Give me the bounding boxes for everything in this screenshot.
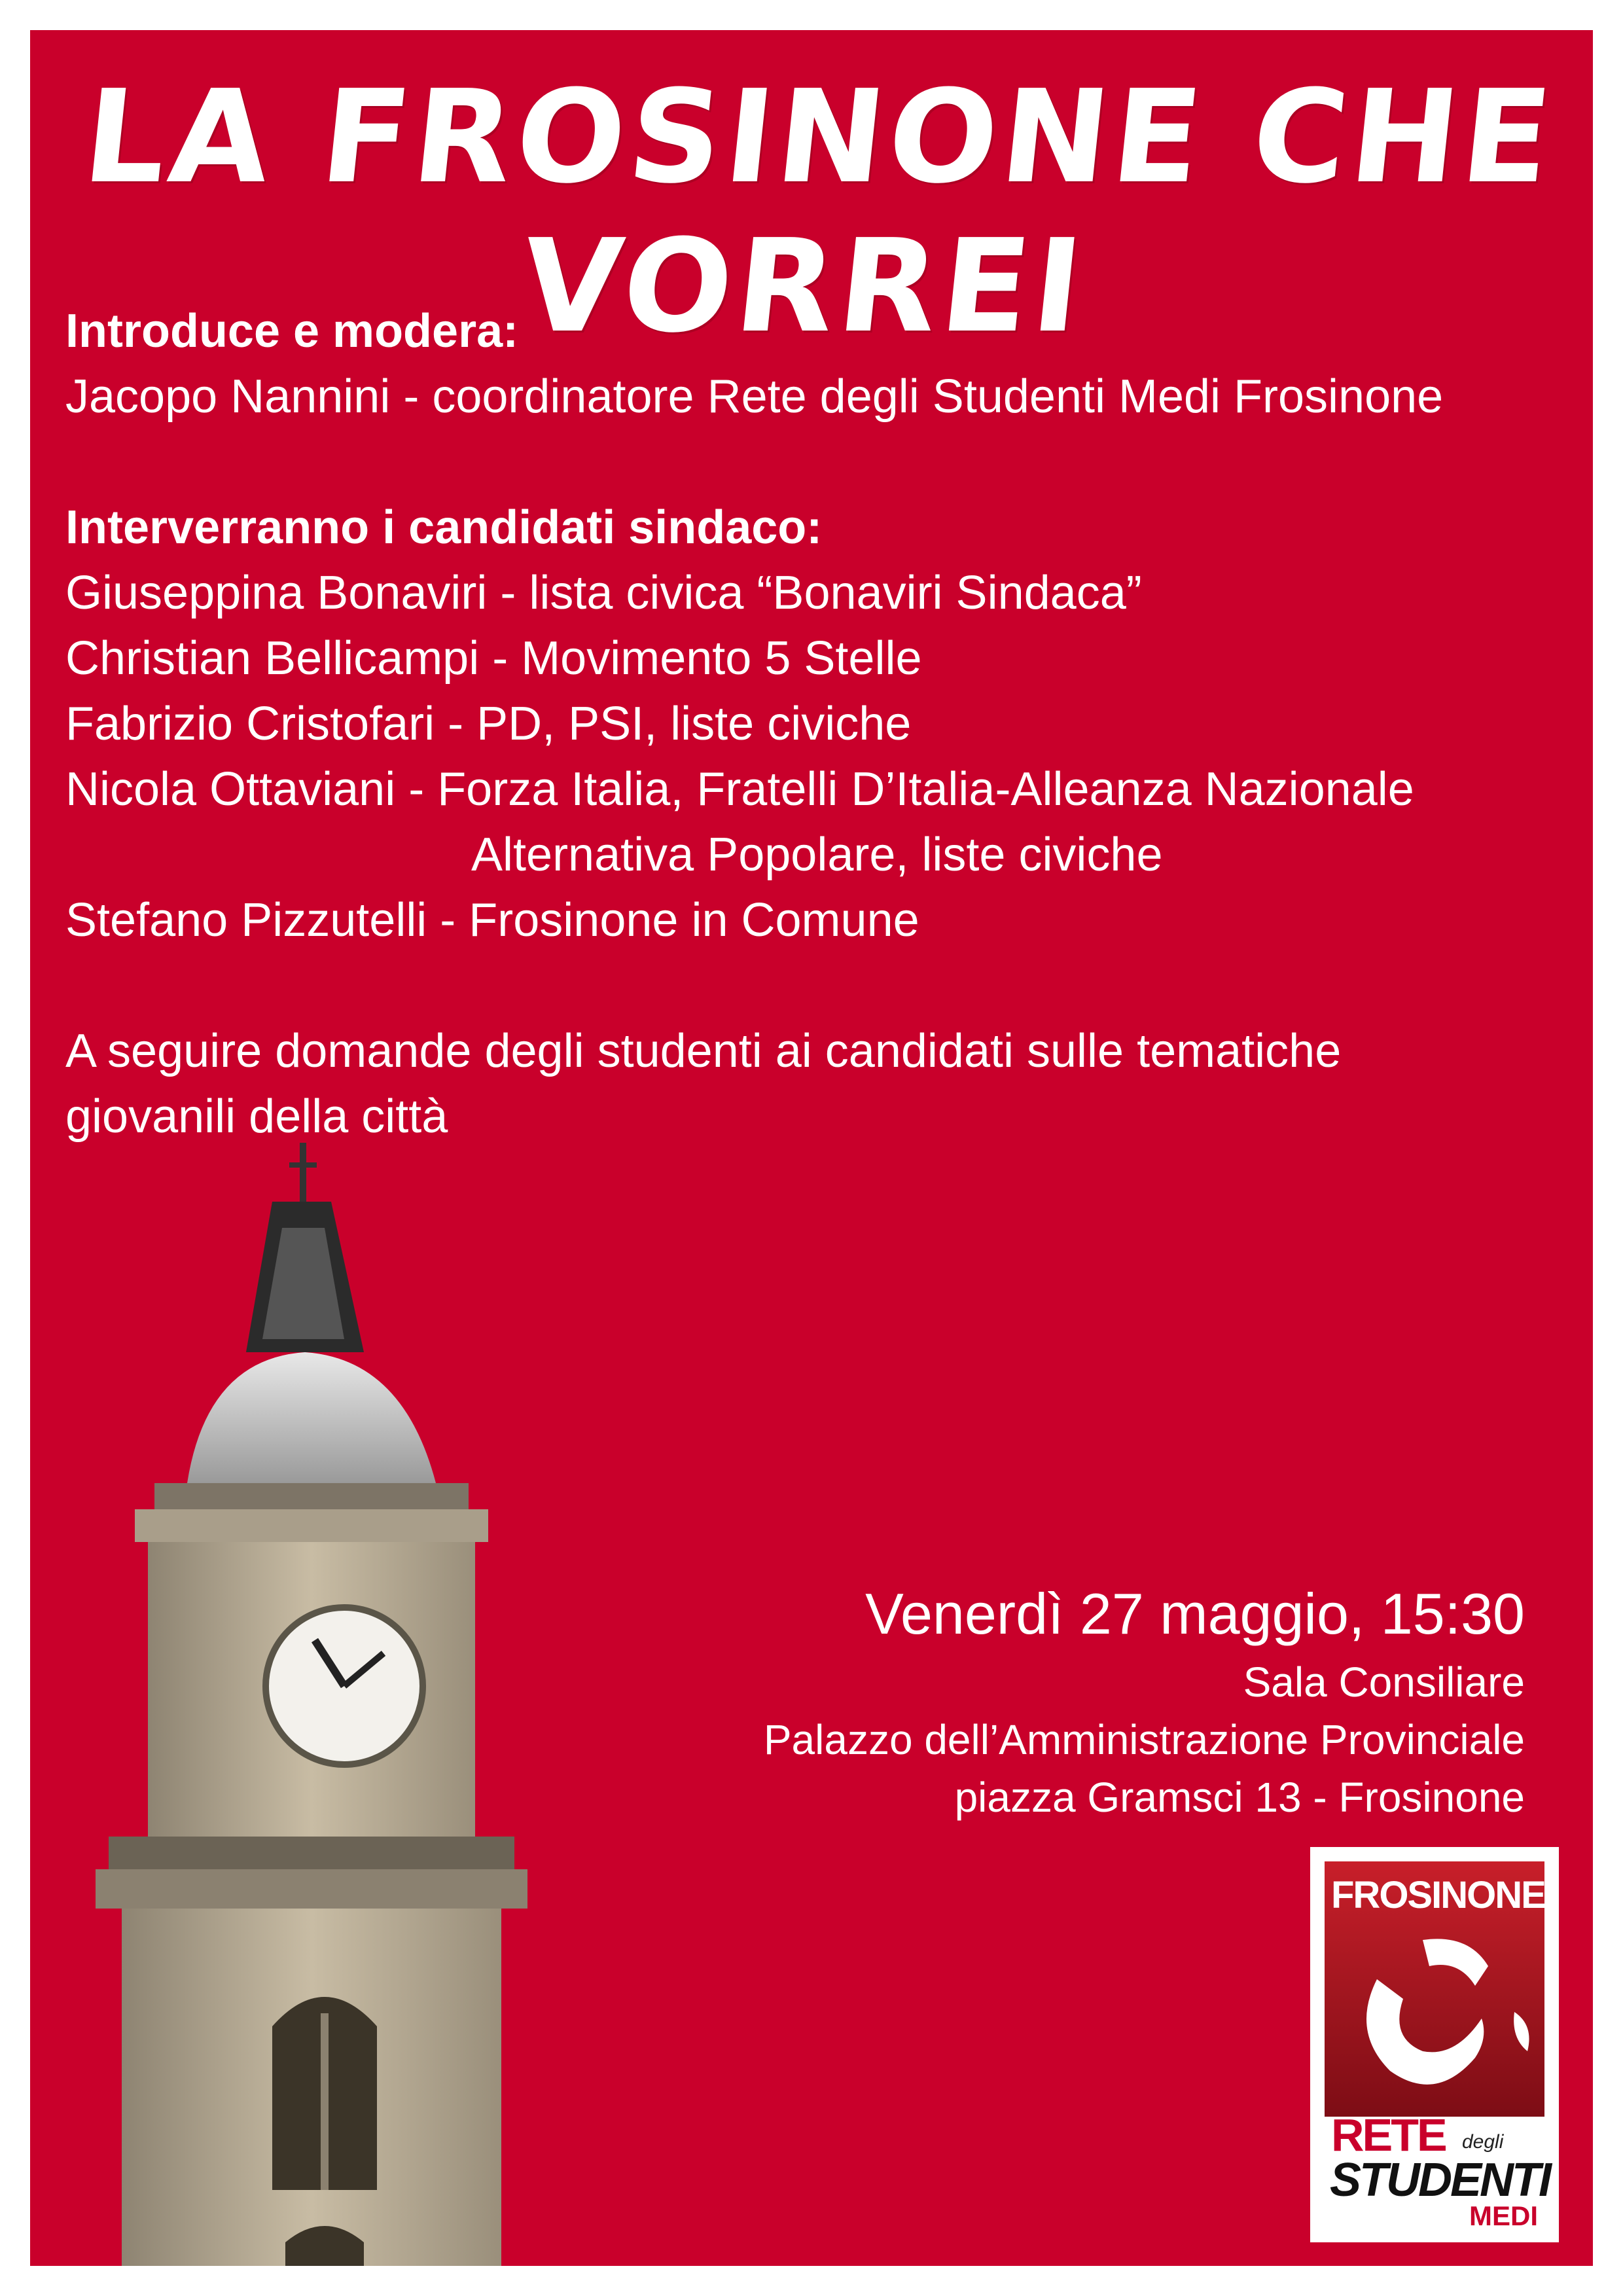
event-building: Palazzo dell’Amministrazione Provinciale xyxy=(763,1716,1525,1763)
event-details xyxy=(764,1575,1525,1826)
candidates-section xyxy=(65,495,1414,953)
candidate-line: Nicola Ottaviani - Forza Italia, Fratelli D’Italia-Alleanza Nazionale xyxy=(65,763,1414,816)
logo-studenti-text: STUDENTI xyxy=(1330,2154,1550,2206)
event-date: Venerdì 27 maggio, 15:30 xyxy=(865,1581,1525,1646)
logo-top-text: FROSINONE xyxy=(1331,1874,1545,1916)
followup-line: A seguire domande degli studenti ai candidati sulle tematiche xyxy=(65,1025,1342,1077)
red-panel xyxy=(30,30,1593,2266)
logo-rete-text: RETE xyxy=(1331,2109,1446,2161)
logo-inner xyxy=(1325,1861,1550,2231)
candidate-line: Giuseppina Bonaviri - lista civica “Bonaviri Sindaca” xyxy=(65,567,1142,619)
event-address: piazza Gramsci 13 - Frosinone xyxy=(954,1774,1525,1821)
moderator-heading: Introduce e modera: xyxy=(65,305,519,357)
candidate-line: Fabrizio Cristofari - PD, PSI, liste civiche xyxy=(65,698,912,750)
logo-medi-text: MEDI xyxy=(1469,2200,1538,2231)
moderator-line: Jacopo Nannini - coordinatore Rete degli Studenti Medi Frosinone xyxy=(65,370,1444,423)
candidate-line: Stefano Pizzutelli - Frosinone in Comune xyxy=(65,894,919,946)
followup-section xyxy=(65,1018,1341,1149)
candidate-line-continued: Alternativa Popolare, liste civiche xyxy=(471,829,1163,881)
event-venue: Sala Consiliare xyxy=(1243,1659,1525,1706)
candidates-heading: Interverranno i candidati sindaco: xyxy=(65,501,823,554)
clock-tower-illustration xyxy=(56,1143,554,2266)
candidate-line: Christian Bellicampi - Movimento 5 Stelle xyxy=(65,632,922,685)
rete-studenti-logo xyxy=(1310,1847,1559,2242)
followup-line: giovanili della città xyxy=(65,1090,448,1143)
poster-title: LA FROSINONE CHE VORREI xyxy=(77,63,1562,361)
moderator-section xyxy=(65,298,1443,429)
logo-degli-text: degli xyxy=(1462,2131,1504,2153)
